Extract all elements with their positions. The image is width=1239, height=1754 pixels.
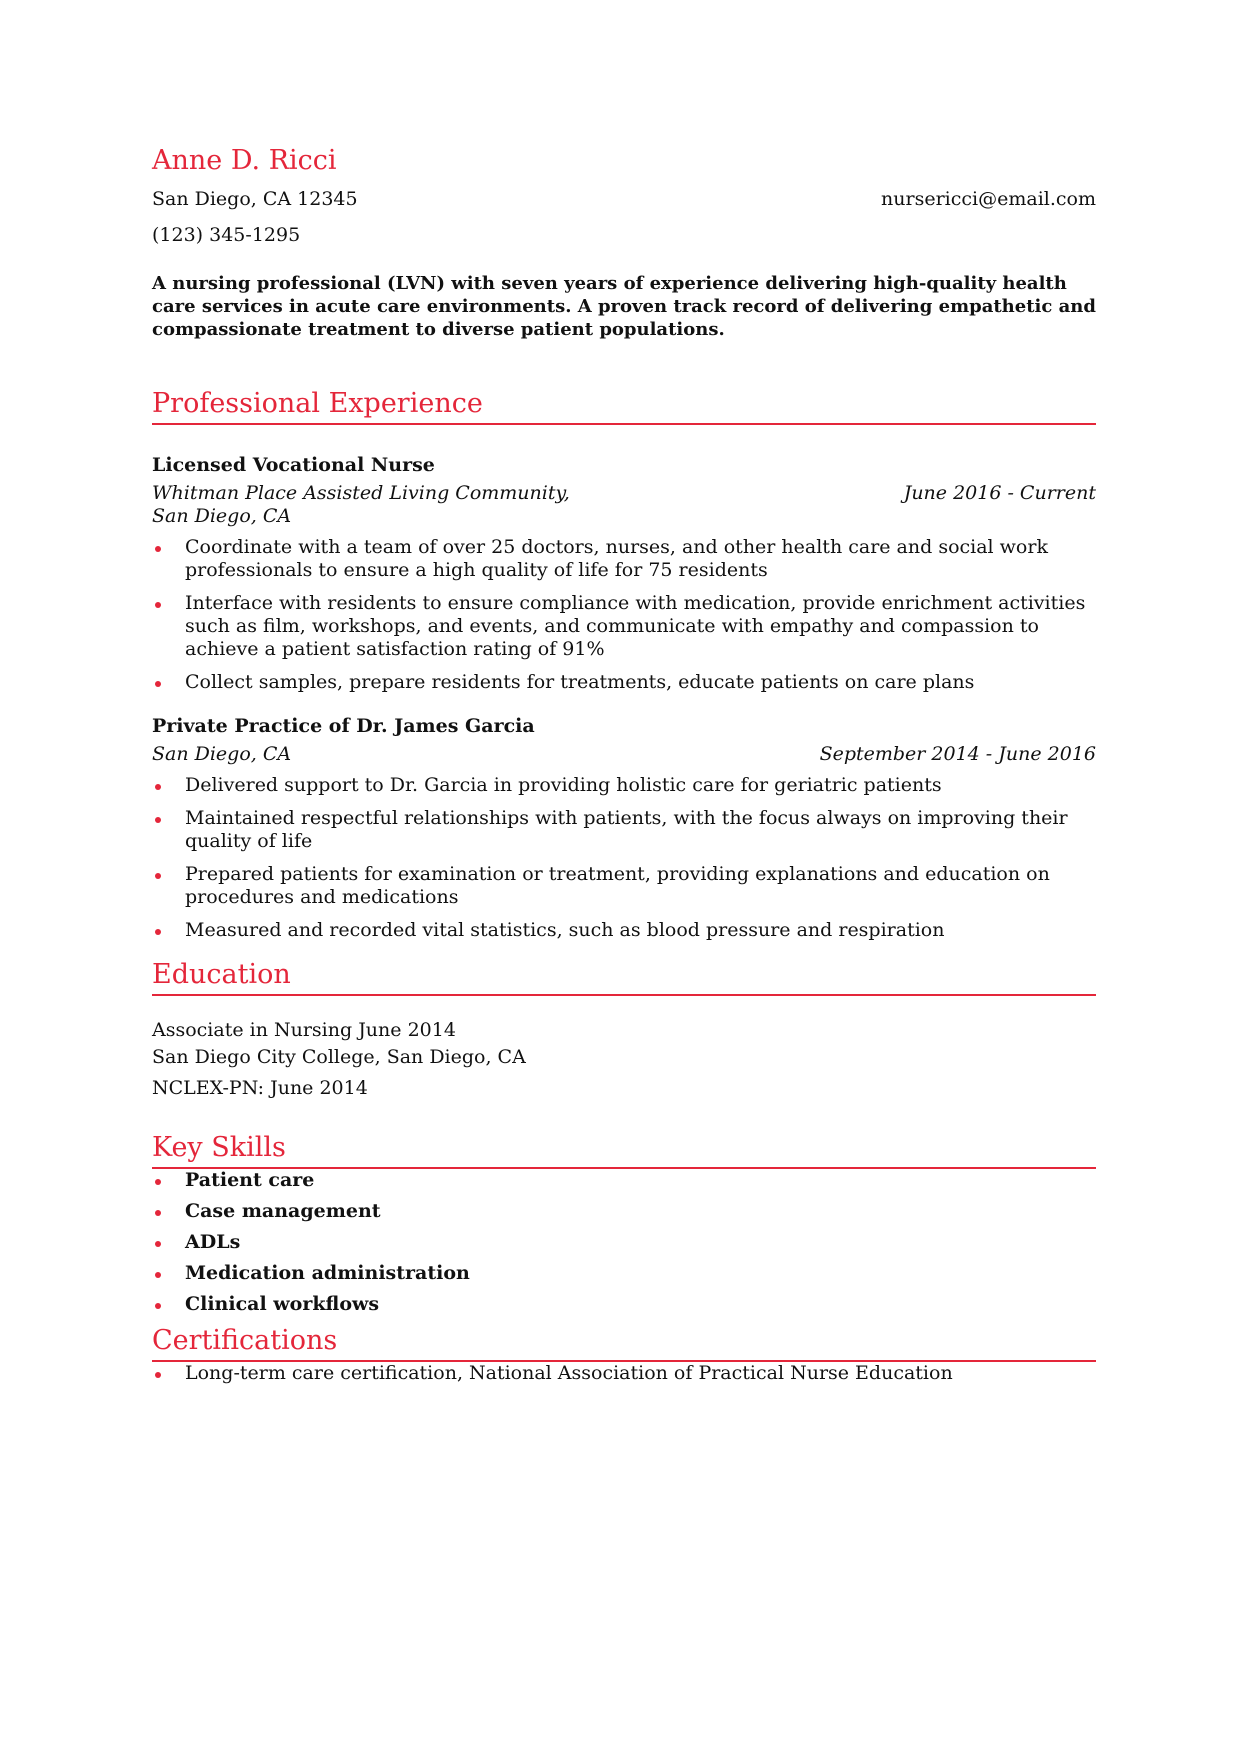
certification-text: Long-term care certification, National Association of Practical Nurse Education [185,1362,953,1384]
bullet-dot-icon [155,817,161,823]
bullet-text: Collect samples, prepare residents for treatments, educate patients on care plans [185,671,975,693]
bullet-dot-icon [155,1179,161,1185]
bullet-dot-icon [155,1372,161,1378]
skill-item [152,1262,1096,1285]
bullet-item [152,592,1096,661]
bullet-item [152,919,1096,942]
bullet-text: Coordinate with a team of over 25 doctors, nurses, and other health care and social work professionals to ensure a high quality of life for 75 residents [185,536,1048,581]
bullet-dot-icon [155,602,161,608]
phone: (123) 345-1295 [152,224,301,246]
certification-item [152,1362,1096,1385]
skill-item [152,1200,1096,1223]
job-bullets [152,536,1096,694]
skill-text: Patient care [185,1169,315,1191]
resume-page [152,144,1096,1395]
job-dates: September 2014 - June 2016 [819,743,1096,765]
contact-row [152,186,1096,212]
skill-text: Clinical workflows [185,1293,380,1315]
license: NCLEX-PN: June 2014 [152,1077,368,1099]
bullet-text: Maintained respectful relationships with patients, with the focus always on improving their quality of life [185,807,1068,852]
skill-item [152,1231,1096,1254]
bullet-dot-icon [155,1210,161,1216]
bullet-text: Prepared patients for examination or treatment, providing explanations and education on procedures and medications [185,863,1050,908]
job-dates: June 2016 - Current [903,482,1096,504]
bullet-dot-icon [155,784,161,790]
education-block [152,1018,1096,1101]
bullet-dot-icon [155,1241,161,1247]
bullet-dot-icon [155,873,161,879]
job-meta [152,482,1096,528]
skill-text: Medication administration [185,1262,470,1284]
bullet-item [152,536,1096,582]
bullet-text: Delivered support to Dr. Garcia in providing holistic care for geriatric patients [185,774,942,796]
phone-row [152,222,1096,248]
summary: A nursing professional (LVN) with seven years of experience delivering high-quality health care services in acute care environments. A proven track record of delivering empathetic and compassionate treatment to diverse patient populations. [152,273,1096,340]
bullet-item [152,863,1096,909]
bullet-dot-icon [155,546,161,552]
skills-heading: Key Skills [152,1131,1096,1169]
address: San Diego, CA 12345 [152,188,358,210]
job-title: Licensed Vocational Nurse [152,454,435,476]
job-title: Private Practice of Dr. James Garcia [152,715,535,737]
skill-text: ADLs [185,1231,241,1253]
job-place: San Diego, CA [152,743,292,765]
experience-heading: Professional Experience [152,387,1096,425]
job-entry [152,453,1096,694]
job-bullets [152,774,1096,942]
skill-item [152,1169,1096,1192]
bullet-dot-icon [155,929,161,935]
bullet-dot-icon [155,681,161,687]
school: San Diego City College, San Diego, CA [152,1046,526,1068]
bullet-item [152,807,1096,853]
skill-text: Case management [185,1200,381,1222]
job-entry [152,714,1096,942]
skill-item [152,1293,1096,1316]
certifications-list [152,1362,1096,1385]
bullet-item [152,774,1096,797]
certifications-heading: Certifications [152,1324,1096,1362]
candidate-name: Anne D. Ricci [152,145,337,176]
job-meta [152,743,1096,766]
bullet-text: Measured and recorded vital statistics, such as blood pressure and respiration [185,919,945,941]
bullet-dot-icon [155,1303,161,1309]
job-place: Whitman Place Assisted Living Community, San Diego, CA [152,482,570,527]
email: nursericci@email.com [881,188,1096,210]
bullet-item [152,671,1096,694]
bullet-text: Interface with residents to ensure compliance with medication, provide enrichment activities such as film, workshops, and events, and communicate with empathy and compassion to achieve a patient satisfaction rating of 91% [185,592,1086,660]
bullet-dot-icon [155,1272,161,1278]
education-heading: Education [152,958,1096,996]
degree: Associate in Nursing June 2014 [152,1019,456,1041]
skills-list [152,1169,1096,1316]
